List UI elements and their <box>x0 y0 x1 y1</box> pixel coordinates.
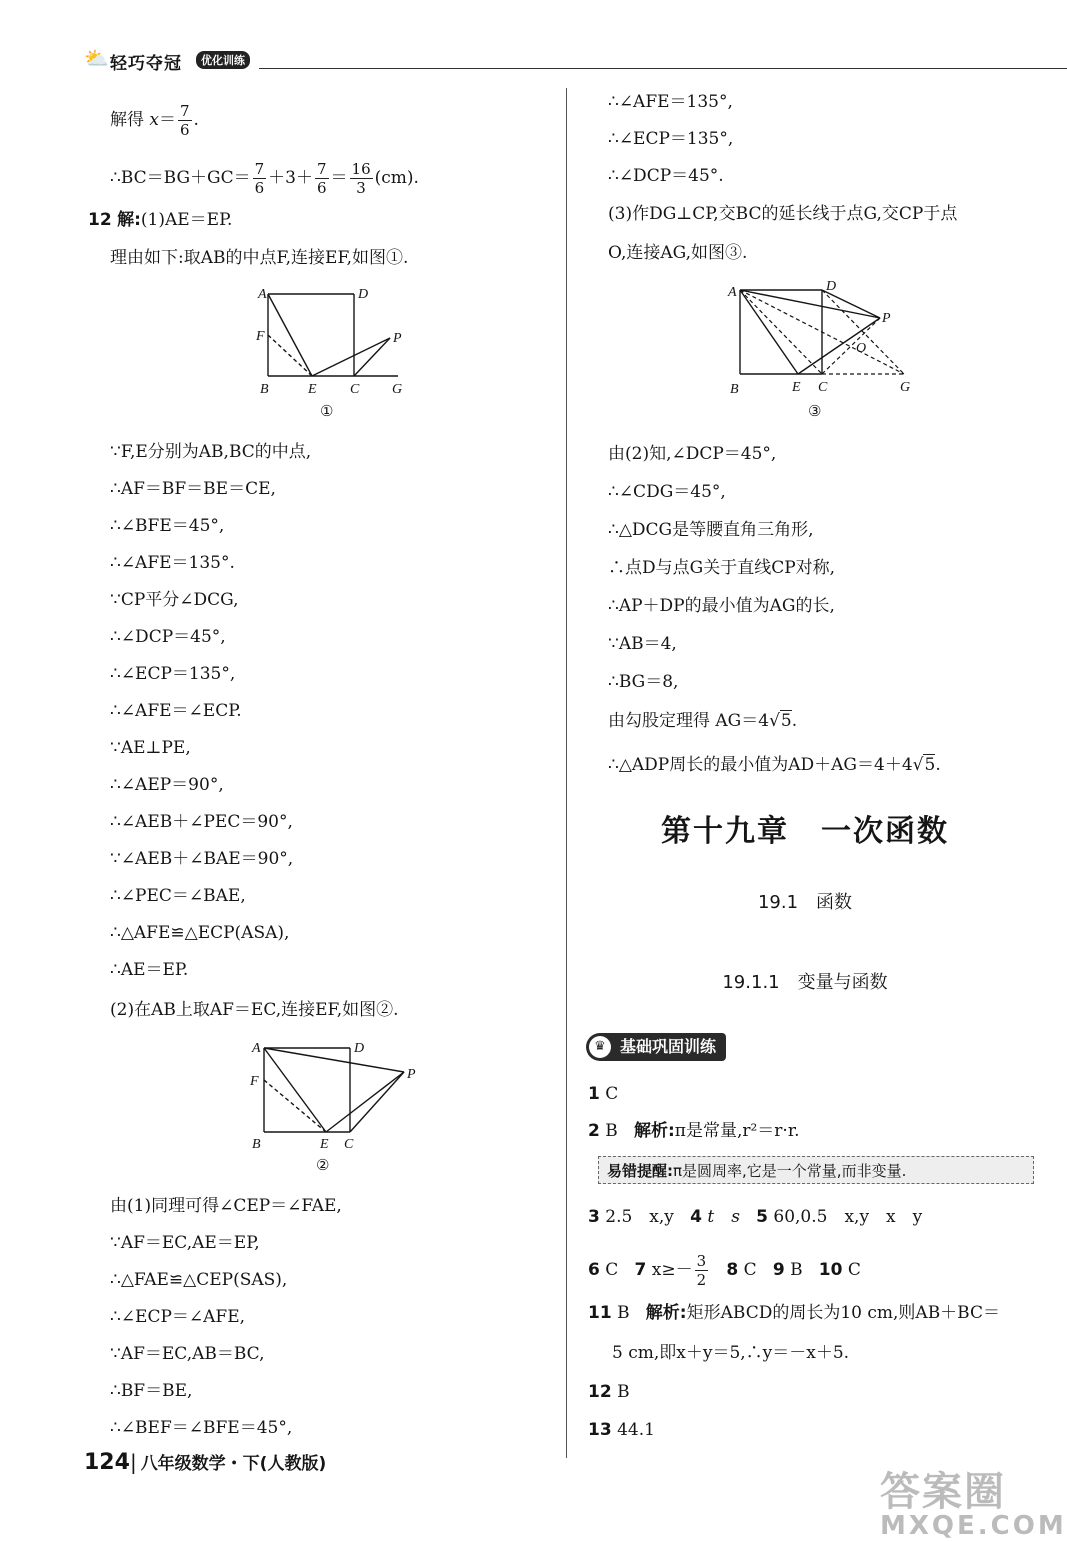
question-12-heading <box>88 208 232 232</box>
answer-number: 4 <box>690 1207 702 1227</box>
proof-line: ∴BF＝BE, <box>110 1381 193 1401</box>
proof-line: ∵AB＝4, <box>608 634 677 654</box>
page-footer: 124| 八年级数学・下(人教版) <box>84 1450 327 1475</box>
text: ＝ <box>159 110 176 130</box>
proof-line: ∴∠AEB＋∠PEC＝90°, <box>110 812 293 832</box>
watermark <box>880 1460 1067 1541</box>
answer-label: 解: <box>117 210 141 230</box>
text: ＝ <box>330 168 348 188</box>
answer-1 <box>588 1082 618 1106</box>
figure-1 <box>250 280 420 430</box>
numerator: 7 <box>316 160 327 178</box>
answer-text: (1)AE＝EP. <box>140 210 233 230</box>
answer-number: 6 <box>588 1260 600 1280</box>
proof-line: 由(2)知,∠DCP＝45°, <box>608 444 777 464</box>
header-rule <box>259 68 1067 69</box>
label-e: E <box>308 382 317 397</box>
denominator: 6 <box>180 121 190 139</box>
numerator: 7 <box>180 102 190 120</box>
answer-number: 3 <box>588 1207 600 1227</box>
brand-badge: 优化训练 <box>196 51 250 69</box>
label-c: C <box>344 1137 354 1152</box>
segment-fe <box>268 335 312 376</box>
proof-line: ∴点D与点G关于直线CP对称, <box>608 558 836 578</box>
label-d: D <box>358 287 369 302</box>
answer-text: t s <box>707 1207 740 1227</box>
answer-2 <box>588 1119 800 1143</box>
segment-ae <box>740 290 798 374</box>
answer-11 <box>588 1301 1000 1325</box>
radicand: 5 <box>924 755 936 775</box>
fraction <box>315 160 329 197</box>
proof-line: ∴∠DCP＝45°, <box>110 627 226 647</box>
answer-text: C <box>605 1260 619 1280</box>
answer-number: 9 <box>772 1260 785 1280</box>
reminder-label: 易错提醒: <box>607 1162 673 1180</box>
answer-text: 60,0.5 x,y x y <box>773 1207 923 1227</box>
label-c: C <box>818 380 828 395</box>
fraction <box>350 160 373 197</box>
proof-line: ∴∠AFE＝∠ECP. <box>110 701 242 721</box>
segment-ac <box>740 290 822 374</box>
book-title: 八年级数学・下(人教版) <box>140 1454 327 1474</box>
brand-name: 轻巧夺冠 <box>110 54 182 74</box>
text: 解得 <box>110 110 150 130</box>
answer-text: C <box>605 1084 619 1104</box>
fraction <box>253 160 267 197</box>
proof-line: ∴∠BEF＝∠BFE＝45°, <box>110 1418 293 1438</box>
label-o: O <box>856 341 867 356</box>
figure-caption: ① <box>320 404 334 420</box>
tag-label: 基础巩固训练 <box>620 1037 717 1056</box>
answer-text: B <box>617 1303 630 1323</box>
answers-3-5 <box>588 1205 922 1229</box>
proof-line: ∴∠AFE＝135°, <box>608 92 733 112</box>
proof-line: ∵F,E分别为AB,BC的中点, <box>110 442 312 462</box>
segment-ap <box>740 290 880 318</box>
part-3-line-b: O,连接AG,如图③. <box>608 243 748 263</box>
watermark-en: MXQE.COM <box>880 1511 1067 1541</box>
answer-number: 12 <box>588 1382 612 1402</box>
proof-line: ∴AP＋DP的最小值为AG的长, <box>608 596 835 616</box>
text: . <box>791 711 798 731</box>
segment-cp <box>822 318 880 374</box>
proof-line: ∵∠AEB＋∠BAE＝90°, <box>110 849 294 869</box>
answer-text: C <box>847 1260 861 1280</box>
numerator: 3 <box>696 1252 707 1270</box>
segment-ae <box>264 1048 326 1132</box>
answer-number: 2 <box>588 1121 600 1141</box>
fraction <box>695 1252 709 1289</box>
answer-number: 5 <box>756 1207 768 1227</box>
label-e: E <box>792 380 801 395</box>
figure-3 <box>722 276 922 426</box>
proof-line: ∴∠DCP＝45°. <box>608 166 724 186</box>
segment-ae <box>268 294 312 376</box>
reason-line: 理由如下:取AB的中点F,连接EF,如图①. <box>110 248 409 268</box>
segment-ap <box>264 1048 404 1072</box>
label-f: F <box>250 1074 259 1089</box>
proof-line: ∵AF＝EC,AE＝EP, <box>110 1233 260 1253</box>
sqrt-icon: √ <box>912 755 924 775</box>
text: . <box>935 755 941 775</box>
crown-icon: ♛ <box>589 1036 611 1058</box>
page-number: 124 <box>84 1450 130 1475</box>
answer-number: 11 <box>588 1303 612 1323</box>
proof-line: ∴AE＝EP. <box>110 960 189 980</box>
text: (cm). <box>374 168 419 188</box>
proof-line: ∴∠BFE＝45°, <box>110 516 225 536</box>
solve-x-line <box>110 102 199 139</box>
label-b: B <box>260 382 269 397</box>
numerator: 16 <box>351 160 371 178</box>
radicand: 5 <box>780 711 792 731</box>
proof-line: ∴△DCG是等腰直角三角形, <box>608 520 814 540</box>
label-a: A <box>728 285 737 300</box>
proof-line: ∵AF＝EC,AB＝BC, <box>110 1344 265 1364</box>
subsection-title: 19.1.1 变量与函数 <box>722 972 888 993</box>
answer-13 <box>588 1418 655 1442</box>
brand-logo-icon: ⛅ <box>84 46 109 70</box>
answer-number: 8 <box>726 1260 739 1280</box>
segment-cp <box>350 1072 404 1132</box>
fraction <box>178 102 192 139</box>
answer-text: x≥－ <box>651 1260 693 1280</box>
pythagoras-line <box>608 709 797 733</box>
label-p: P <box>882 311 891 326</box>
proof-line: ∴△AFE≌△ECP(ASA), <box>110 923 290 943</box>
text: ∴△ADP周长的最小值为AD＋AG＝4＋4 <box>608 755 913 775</box>
section-title: 19.1 函数 <box>757 892 853 913</box>
denominator: 6 <box>254 179 265 197</box>
proof-line: ∴BG＝8, <box>608 672 679 692</box>
answer-text: 2.5 x,y <box>605 1207 674 1227</box>
proof-line: ∴∠ECP＝∠AFE, <box>110 1307 246 1327</box>
proof-line: ∴∠CDG＝45°, <box>608 482 726 502</box>
answer-number: 7 <box>634 1260 647 1280</box>
text: 由勾股定理得 AG＝4 <box>608 711 770 731</box>
proof-line: ∵CP平分∠DCG, <box>110 590 239 610</box>
proof-line: ∴△FAE≌△CEP(SAS), <box>110 1270 288 1290</box>
figure-2 <box>240 1034 430 1180</box>
proof-line: (2)在AB上取AF＝EC,连接EF,如图②. <box>110 1000 399 1020</box>
page-header <box>84 46 1034 78</box>
answer-text: 44.1 <box>617 1420 655 1440</box>
figure-caption: ② <box>316 1158 330 1174</box>
min-perimeter-line <box>608 753 941 777</box>
numerator: 7 <box>254 160 265 178</box>
answer-number: 13 <box>588 1420 612 1440</box>
segment-cp <box>354 338 390 376</box>
proof-line: ∴AF＝BF＝BE＝CE, <box>110 479 276 499</box>
label-a: A <box>258 287 267 302</box>
answer-number: 10 <box>818 1260 843 1280</box>
column-divider <box>566 88 567 1458</box>
label-b: B <box>730 382 739 397</box>
denominator: 2 <box>696 1271 707 1289</box>
segment-dp <box>822 290 880 318</box>
label-g: G <box>900 380 911 395</box>
error-reminder-box <box>598 1156 1034 1184</box>
segment-ep <box>326 1072 404 1132</box>
answer-text: B <box>617 1382 630 1402</box>
sqrt-icon: √ <box>769 711 780 731</box>
exercise-tag <box>586 1033 726 1061</box>
figure-caption: ③ <box>808 404 822 420</box>
answer-11-continued: 5 cm,即x＋y＝5,∴y＝－x＋5. <box>612 1343 850 1363</box>
segment-fe <box>264 1080 326 1132</box>
label-e: E <box>320 1137 329 1152</box>
analysis-label: 解析: <box>633 1121 675 1141</box>
analysis-text: π是常量,r²＝r·r. <box>674 1121 800 1141</box>
proof-line: ∴∠ECP＝135°, <box>608 129 734 149</box>
label-a: A <box>252 1041 261 1056</box>
label-c: C <box>350 382 360 397</box>
label-b: B <box>252 1137 261 1152</box>
label-f: F <box>256 329 265 344</box>
variable: x <box>149 110 159 130</box>
proof-line: ∴∠AEP＝90°, <box>110 775 224 795</box>
text: ∴BC＝BG＋GC＝ <box>110 168 251 188</box>
part-3-line-a: (3)作DG⊥CP,交BC的延长线于点G,交CP于点 <box>608 204 958 224</box>
reminder-text: π是圆周率,它是一个常量,而非变量. <box>673 1162 907 1180</box>
proof-line: 由(1)同理可得∠CEP＝∠FAE, <box>110 1196 342 1216</box>
analysis-label: 解析: <box>645 1303 687 1323</box>
denominator: 3 <box>356 179 366 197</box>
label-d: D <box>354 1041 365 1056</box>
label-p: P <box>407 1067 416 1082</box>
label-p: P <box>393 331 402 346</box>
watermark-cn: 答案圈 <box>880 1469 1006 1515</box>
chapter-title: 第十九章 一次函数 <box>661 814 949 849</box>
answer-text: B <box>790 1260 803 1280</box>
answers-6-10 <box>588 1252 861 1289</box>
text: . <box>193 110 199 130</box>
label-d: D <box>826 279 837 294</box>
text: ＋3＋ <box>268 168 313 188</box>
answer-text: B <box>605 1121 618 1141</box>
proof-line: ∴∠ECP＝135°, <box>110 664 236 684</box>
answer-12 <box>588 1380 630 1404</box>
analysis-text: 矩形ABCD的周长为10 cm,则AB＋BC＝ <box>686 1303 1000 1323</box>
proof-line: ∵AE⊥PE, <box>110 738 191 758</box>
answer-number: 1 <box>588 1084 600 1104</box>
segment-ep <box>312 338 390 376</box>
question-number: 12 <box>88 210 112 230</box>
proof-line: ∴∠AFE＝135°. <box>110 553 235 573</box>
bc-length-line <box>110 160 419 197</box>
label-g: G <box>392 382 403 397</box>
denominator: 6 <box>316 179 327 197</box>
proof-line: ∴∠PEC＝∠BAE, <box>110 886 246 906</box>
answer-text: C <box>743 1260 757 1280</box>
